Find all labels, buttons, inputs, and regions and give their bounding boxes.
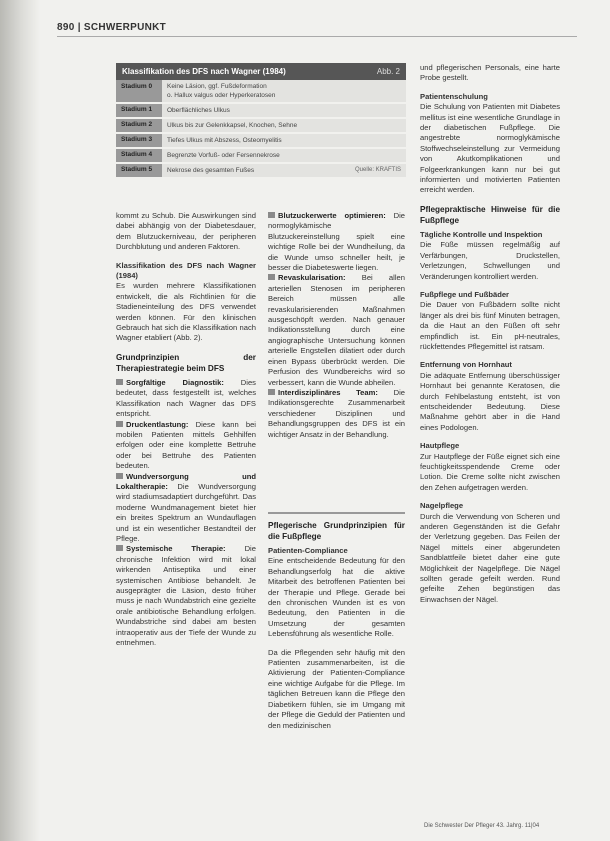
running-header: 890 | SCHWERPUNKT: [57, 22, 167, 33]
subheading: Klassifikation des DFS nach Wagner (1984): [116, 260, 256, 281]
bullet-square-icon: [116, 473, 123, 479]
page-number: 890: [57, 22, 75, 33]
bullet-item: Interdisziplinäres Team: Die Indikationsgerechte Zusammenarbeit verschiedener Disziplinen und Behandlungsgruppen des DFS ist ein wichtiger Ansatz in der Behandlung.: [268, 387, 405, 439]
bullet-square-icon: [268, 274, 275, 280]
stage-label: Stadium 4: [116, 149, 162, 162]
stage-description: Tiefes Ulkus mit Abszess, Osteomyelitis: [162, 134, 406, 147]
stage-description: Ulkus bis zur Gelenkkapsel, Knochen, Sehne: [162, 119, 406, 132]
bullet-item: Druckentlastung: Diese kann bei mobilen Patienten mittels Gehhilfen erfolgen oder eine komplette Bettruhe oder bei Bettruhe des Patienten bedeuten.: [116, 419, 256, 471]
bullet-square-icon: [116, 545, 123, 551]
subheading: Nagelpflege: [420, 501, 464, 511]
subheading: Patientenschulung: [420, 91, 488, 101]
stage-label: Stadium 0: [116, 80, 162, 102]
paragraph: Die Schulung von Patienten mit Diabetes mellitus ist eine wesentliche Grundlage in der diabetischen Fußpflege. Die angestrebte normoglykämische Stoffwechseleinstellung zur Vermeidung von Akutkomplikationen und Folgeerkrankungen kann nur bei gut informierten und motivierten Patienten erreicht werden.: [420, 102, 560, 195]
stage-label: Stadium 2: [116, 119, 162, 132]
table-figure-ref: Abb. 2: [376, 67, 400, 76]
text-column-2: [268, 211, 405, 440]
paragraph: Zur Hautpflege der Füße eignet sich eine feuchtigkeitsspendende Creme oder Lotion. Die Creme sollte nicht zwischen den Zehen aufgetragen werden.: [420, 451, 560, 492]
text-column-1: [116, 211, 256, 648]
table-row: [116, 149, 406, 164]
paragraph: Durch die Verwendung von Scheren und anderen Gegenständen ist die Gefahr der Verletzung gegeben. Das Feilen der Nägel mittels einer abgerundeten Sandblattfeile bietet daher eine gute Möglichkeit der Nagelpflege. Die Nägel sollten gerade gefeilt werden. Rund gefeilte Zehen begünstigen das Einwachsen der Nägel.: [420, 511, 560, 604]
table-row: [116, 164, 406, 179]
table-row: [116, 80, 406, 104]
paragraph: Die adäquate Entfernung überschüssiger Hornhaut bei genannte Keratosen, die durch Fehlbelastung entsteht, ist von entscheidender Bedeutung. Diese Maßnahme gehört aber in die Hand eines Podologen.: [420, 370, 560, 432]
stage-description: Nekrose des gesamten Fußes Quelle: KRAFTIS: [162, 164, 406, 177]
paragraph: Die Dauer von Fußbädern sollte nicht länger als drei bis fünf Minuten betragen, da die Haut an den Füßen oft sehr empfindlich ist. Ein pH-neutrales, rückfettendes Pflegemittel ist ratsam.: [420, 300, 560, 351]
bullet-item: Systemische Therapie: Die chronische Infektion wird mit lokal wirkenden Antiseptika und einer systemischen Antibiose behandelt. Je ausgeprägter die Läsion, desto früher muss je nach Wundabstrich eine gezielte orale antibiotische Behandlung erfolgen. Wundabstriche sind dabei am besten intraoperativ aus der Tiefe der Wunde zu entnehmen.: [116, 544, 256, 648]
paragraph: Die Füße müssen regelmäßig auf Verfärbungen, Druckstellen, Verletzungen, Schwellungen und Veränderungen kontrolliert werden.: [420, 240, 560, 281]
paragraph: Es wurden mehrere Klassifikationen entwickelt, die als Richtlinien für die Stadieneinteilung des DFS verwendet werden können. Für den klinischen Gebrauch hat sich die Klassifikation nach Wagner etabliert (Abb. 2).: [116, 281, 256, 343]
section-heading: Grundprinzipien der Therapiestrategie beim DFS: [116, 352, 256, 373]
table-header: [116, 63, 406, 80]
wagner-classification-table: [116, 63, 406, 179]
bullet-item: Blutzuckerwerte optimieren: Die normoglykämische Blutzuckereinstellung spielt eine wichtige Rolle bei der Wundheilung, da die Wunde umso schneller heilt, je besser die Diabeteswerte liegen.: [268, 211, 405, 273]
binding-shadow: [0, 0, 40, 841]
subheading: Fußpflege und Fußbäder: [420, 289, 510, 299]
subheading: Hautpflege: [420, 441, 460, 451]
section-title: SCHWERPUNKT: [83, 22, 167, 33]
bullet-square-icon: [268, 212, 275, 218]
text-column-2-lower: [268, 520, 405, 731]
subheading: Tägliche Kontrolle und Inspektion: [420, 229, 543, 239]
paragraph: Eine entscheidende Bedeutung für den Behandlungserfolg hat die aktive Mitarbeit des betroffenen Patienten bei der Therapie und Pflege. Gerade bei den chronischen Wunden ist es von Bedeutung, den Patienten in die Umsetzung der gesamten Lebensführung als wesentliche Rolle.: [268, 556, 405, 639]
stage-label: Stadium 1: [116, 104, 162, 117]
table-row: [116, 134, 406, 149]
subheading: Entfernung von Hornhaut: [420, 360, 512, 370]
section-heading: Pflegerische Grundprinzipien für die Fußpflege: [268, 521, 405, 541]
stage-label: Stadium 3: [116, 134, 162, 147]
section-divider: [268, 512, 405, 514]
bullet-square-icon: [268, 389, 275, 395]
stage-label: Stadium 5: [116, 164, 162, 177]
stage-description: Oberflächliches Ulkus: [162, 104, 406, 117]
stage-description: Keine Läsion, ggf. Fußdeformation o. Hallux valgus oder Hyperkeratosen: [162, 80, 406, 102]
bullet-item: Sorgfältige Diagnostik: Dies bedeutet, dass festgestellt ist, welches Klassifikation nach Wagner das DFS entspricht.: [116, 377, 256, 419]
bullet-item: Wundversorgung und Lokaltherapie: Die Wundversorgung wird stadiumsadaptiert durchgeführt. Das moderne Wundmanagement bietet hier ein breites Spektrum an Wundauflagen und ist ein wesentlicher Bestandteil der Pflege.: [116, 471, 256, 543]
text-column-3: [420, 63, 560, 605]
subheading: Patienten-Compliance: [268, 546, 348, 555]
footer-citation: Die Schwester Der Pfleger 43. Jahrg. 11|04: [424, 823, 540, 829]
table-source: Quelle: KRAFTIS: [354, 167, 401, 173]
table-row: [116, 119, 406, 134]
bullet-square-icon: [116, 379, 123, 385]
stage-description: Begrenzte Vorfuß- oder Fersennekrose: [162, 149, 406, 162]
header-rule: [57, 36, 577, 37]
bullet-square-icon: [116, 421, 123, 427]
table-title: Klassifikation des DFS nach Wagner (1984): [122, 67, 286, 76]
paragraph: Da die Pflegenden sehr häufig mit den Patienten zusammenarbeiten, ist die Aktivierung der Patienten-Compliance eine wichtige Aufgabe für die Pflege. Im täglichen Betreuen kann die Pflege den Diabetikern fühlen, sie im Umgang mit der Pflege die Geduld der Patienten und den medizinischen: [268, 647, 405, 730]
section-heading: Pflegepraktische Hinweise für die Fußpflege: [420, 204, 560, 225]
paragraph: und pflegerischen Personals, eine harte Probe gestellt.: [420, 63, 560, 83]
bullet-item: Revaskularisation: Bei allen arteriellen Stenosen im peripheren Bereich müssen alle revaskularisierenden Maßnahmen ausgeschöpft werden. Nach genauer Indikationsstellung durch eine angiographische Untersuchung können arterielle Engstellen dilatiert oder durch einen Bypass überbrückt werden. Die Perfusion des Wundbereichs wird so verbessert, kann die Wunde abheilen.: [268, 273, 405, 387]
table-row: [116, 104, 406, 119]
paragraph: kommt zu Schub. Die Auswirkungen sind dabei abhängig von der Diabetesdauer, dem Blutzuckerniveau, der peripheren Durchblutung und anderen Faktoren.: [116, 211, 256, 252]
